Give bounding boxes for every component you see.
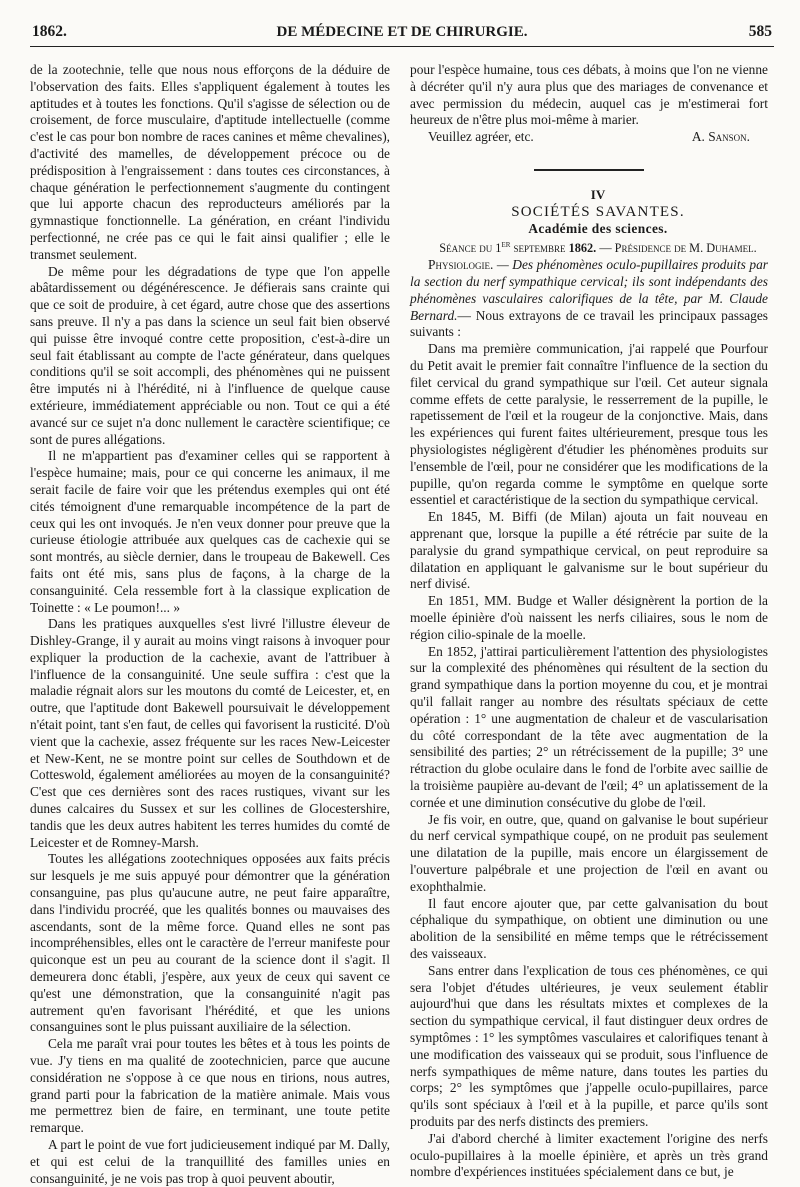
paragraph: J'ai d'abord cherché à limiter exactement l'origine des nerfs oculo-pupillaires à la moelle épinière, et après un très grand nombre d'expériences instituées spécialement dans ce but, je	[410, 1130, 768, 1180]
header-journal-title: DE MÉDECINE ET DE CHIRURGIE.	[276, 24, 528, 40]
session-prefix: Séance du	[439, 241, 493, 256]
paragraph: Dans les pratiques auxquelles s'est livré l'illustre éleveur de Dishley-Grange, il y aurait au moins vingt raisons à invoquer pour expliquer la production de la cachexie, avant de l'attribuer à l'influence de la consanguinité. Une seule suffira : c'est que la maladie régnait alors sur les moutons du comté de Leicester, et, en outre, que l'aptitude dont Bakewell poursuivait le développement n'était point, tant s'en faut, de celles qui favorisent la rusticité. D'où vient que la cachexie, assez fréquente sur les races New-Leicester et New-Kent, ne se montre point sur celles de Southdown et de Cotteswold, également améliorées au moyen de la consanguinité? C'est que ces dernières sont des races rustiques, vivant sur les dunes calcaires du Sussex et sur les collines de Glocestershire, tandis que les deux autres habitent les terres humides du comté de Leicester et de Romney-Marsh.	[30, 616, 390, 850]
closing-formula: Veuillez agréer, etc.	[428, 129, 534, 145]
left-column	[30, 62, 390, 1187]
paragraph: de la zootechnie, telle que nous nous efforçons de la déduire de l'observation des faits. Elles s'appliquent également à toutes les aptitudes et à toutes les fonctions. Qu'il s'agisse de sélection ou de croisement, de force musculaire, d'aptitude intellectuelle (comme c'est le cas pour bon nombre de races canines et même chevalines), d'activité des mamelles, de développement précoce ou de prédisposition à l'engraissement : dans toutes ces circonstances, à chaque génération le perfectionnement s'augmente du contingent que lui apporte chacun des reproducteurs améliorés par la gymnastique fonctionnelle. La génération, en créant l'individu perfectionné, ne crée pas ce qui le fait ainsi qualifier ; elle le transmet seulement.	[30, 62, 390, 262]
letter-continuation: pour l'espèce humaine, tous ces débats, à moins que l'on ne vienne à décréter qu'il n'y aura plus que des mariages de convenance et avec permission du médecin, auquel cas je m'estimerai fort heureux de n'être plus moi-même à marier.	[410, 62, 768, 128]
section-number: IV	[590, 186, 606, 202]
session-year: 1862.	[568, 241, 597, 256]
letter-author: A. Sanson.	[691, 129, 750, 145]
communication-intro	[410, 257, 768, 341]
paragraph: Dans ma première communication, j'ai rappelé que Pourfour du Petit avait le premier fait connaître l'influence de la section du filet cervical du grand sympathique sur l'œil. Cet auteur signala comme effets de cette paralysie, le resserrement de la pupille, le rapetissement de l'œil et la rougeur de la conjonctive. Mais, dans les expériences qui furent faites ultérieurement, presque tous les physiologistes négligèrent d'étudier les phénomènes produits sur l'ensemble de l'œil, pour ne considérer que les modifications de la pupille, qu'on regarda comme le symptôme en quelque sorte essentiel et caractéristique de la section du sympathique cervical.	[410, 341, 768, 508]
session-month: septembre	[513, 241, 566, 256]
running-header	[30, 14, 774, 47]
session-line	[410, 237, 768, 257]
letter-signoff	[410, 129, 768, 146]
paragraph: A part le point de vue fort judicieusement indiqué par M. Dally, et qui est celui de la tranquillité des familles unies en consanguinité, je ne vois pas trop à quoi peuvent aboutir,	[30, 1137, 390, 1186]
discipline-label: Physiologie.	[428, 257, 494, 273]
paragraph: Il ne m'appartient pas d'examiner celles qui se rapportent à l'espèce humaine; mais, pour ce qui concerne les animaux, il me serait facile de faire voir que les prétendus exemples qui ont été cités témoignent d'une remarquable incompétence de la part de ceux qui les ont invoqués. Je n'en veux donner pour preuve que la curieuse étiologie attribuée aux quelques cas de cachexie qui se sont montrés, au siècle dernier, dans le troupeau de Bakewell. Ces faits ont été mis, sans plus de façons, à la charge de la consanguinité. Cela ressemble fort à la classique explication de Toinette : « Le poumon!... »	[30, 448, 390, 615]
paragraph: Il faut encore ajouter que, par cette galvanisation du bout céphalique du sympathique, on obtient une diminution ou une abolition de la sensibilité en même temps que le rétrécissement des vaisseaux.	[410, 895, 768, 961]
paragraph: Cela me paraît vrai pour toutes les bêtes et à tous les points de vue. J'y tiens en ma qualité de zootechnicien, parce que aucune considération ne s'oppose à ce que nous en tirions, nous autres, grand parti pour la fabrication de la matière animale. Mais vous me permettrez bien de faire, en terminant, une toute petite remarque.	[30, 1036, 390, 1136]
paragraph: En 1851, MM. Budge et Waller désignèrent la portion de la moelle épinière d'où naissent les nerfs ciliaires, sous le nom de région cilio-spinale de la moelle.	[410, 593, 768, 642]
paragraph: De même pour les dégradations de type que l'on appelle abâtardissement ou dégénérescence. Je défierais sans crainte qui que ce soit de produire, à cet égard, autre chose que des assertions sans preuve. Il n'y a pas dans la science un seul fait bien observé qui puisse être invoqué contre cette proposition, c'est-à-dire un seul fait établissant au compte de l'acte générateur, dans quelques conditions qu'il se soit accompli, des phénomènes qui ne puissent être imputés ni à l'hérédité, ni à l'influence de quelque cause extérieure, immédiatement appréciable ou non. Tout ce qui a été avancé sur ce sujet n'a donc nullement le caractère scientifique; ce sont de pures allégations.	[30, 263, 390, 447]
communication-tail: — Nous extrayons de ce travail les principaux passages suivants :	[410, 307, 768, 340]
paragraph: Toutes les allégations zootechniques opposées aux faits précis sur lesquels je me suis appuyé pour démontrer que la génération consanguine, pas plus qu'aucune autre, ne peut faire apparaître, dans l'individu procréé, que les qualités bonnes ou mauvaises des ascendants, sont de la même force. Quand elles ne sont pas incompréhensibles, elles ont le caractère de l'erreur manifeste pour quiconque est un peu au courant de la science dont il s'agit. Il demeurera donc établi, j'espère, aux yeux de ceux qui savent ce qu'est une démonstration, que la consanguinité n'agit pas autrement qu'en favorisant l'hérédité, et que les unions consanguines sont le plus puissant auxiliaire de la sélection.	[30, 851, 390, 1035]
right-column	[410, 62, 768, 1181]
paragraph: Sans entrer dans l'explication de tous ces phénomènes, ce qui sera l'objet d'études ultérieures, je veux seulement établir aujourd'hui que dans les résultats mixtes et complexes de la section du sympathique cervical, il faut distinguer deux ordres de symptômes : 1° les symptômes vasculaires et calorifiques tenant à une modification des vaisseaux qui se produit, sous l'influence de nerfs sympathiques de même nature, dans toutes les parties du corps; 2° les symptômes que j'appelle oculo-pupillaires, parce qu'ils sont spéciaux à l'œil et à la pupille, et parce qu'ils sont produits par des nerfs distincts des premiers.	[410, 962, 768, 1129]
session-presidency: — Présidence de M. Duhamel.	[599, 241, 757, 256]
section-subtitle: Académie des sciences.	[528, 220, 668, 236]
paragraph: En 1852, j'attirai particulièrement l'attention des physiologistes sur la complexité des phénomènes qui résultent de la section du grand sympathique dans la portion moyenne du cou, et je montrai qu'il fallait ranger au nombre des résultats spéciaux de cette opération : 1° une augmentation de chaleur et de vascularisation du côté correspondant de la tête avec augmentation de la sensibilité des parties; 2° un rétrécissement de la pupille; 3° une rétraction du globe oculaire dans le fond de l'orbite avec saillie de la troisième paupière au-devant de l'œil; 4° un aplatissement de la cornée et une diminution consécutive du globe de l'œil.	[410, 643, 768, 810]
header-year: 1862.	[32, 23, 67, 40]
communication-title: — Des phénomènes oculo-pupillaires produits par la section du nerf sympathique cervical; ils sont indépendants des phénomènes vasculaires calorifiques de la tête,	[410, 257, 768, 306]
section-title: SOCIÉTÉS SAVANTES.	[511, 203, 685, 220]
communication-byline: par M. Claude Bernard.	[410, 290, 768, 323]
section-divider	[534, 169, 644, 171]
paragraph: En 1845, M. Biffi (de Milan) ajouta un fait nouveau en apprenant que, lorsque la pupille a été rétrécie par suite de la paralysie du grand sympathique cervical, on peut reproduire sa dilatation en appliquant le galvanisme sur le bout supérieur du nerf divisé.	[410, 509, 768, 592]
paragraph: Je fis voir, en outre, que, quand on galvanise le bout supérieur du nerf cervical sympathique coupé, on ne produit pas seulement une dilatation de la pupille, mais encore un élargissement de l'ouverture palpébrale et une projection de l'œil en avant ou exophthalmie.	[410, 811, 768, 894]
page-number: 585	[748, 23, 772, 40]
session-day: 1	[495, 241, 502, 256]
session-day-suffix: er	[501, 239, 511, 251]
